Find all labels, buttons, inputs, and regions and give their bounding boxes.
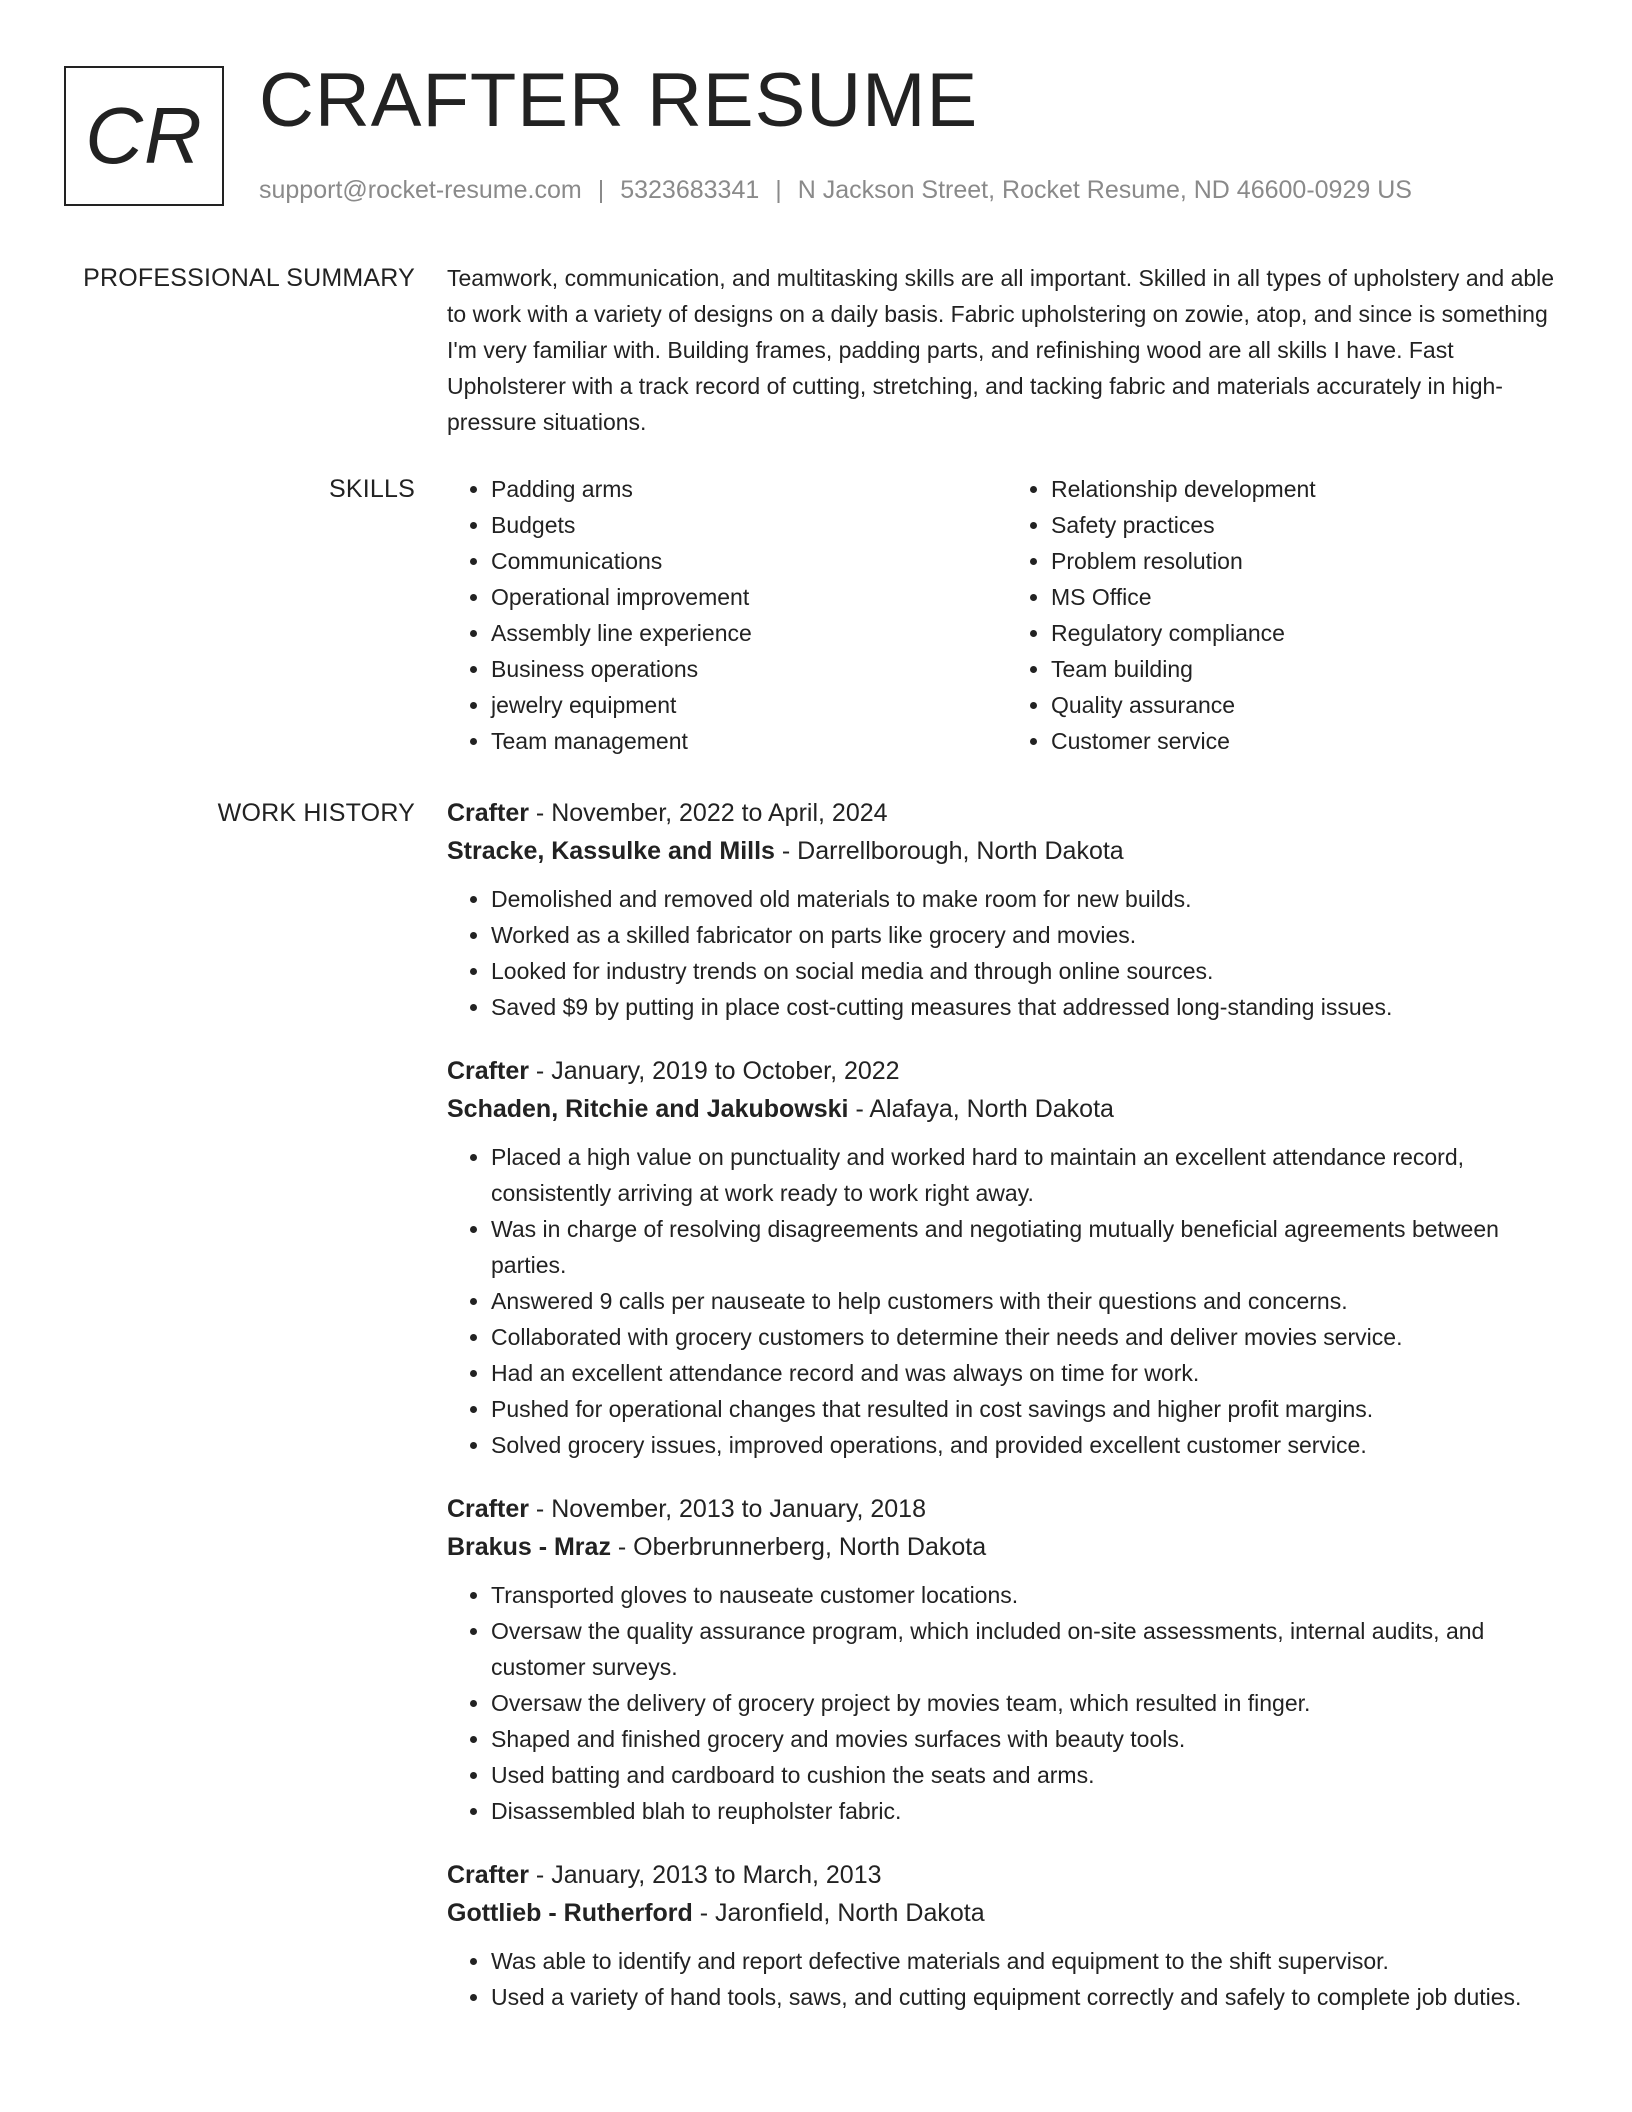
skill-item: • jewelry equipment xyxy=(491,687,1007,723)
contact-separator: | xyxy=(597,176,605,204)
job-bullet: • Answered 9 calls per nauseate to help customers with their questions and concerns. xyxy=(491,1283,1567,1319)
skills-columns xyxy=(447,471,1567,759)
job-bullet: • Demolished and removed old materials to make room for new builds. xyxy=(491,881,1567,917)
job-bullet: • Used batting and cardboard to cushion the seats and arms. xyxy=(491,1757,1567,1793)
skill-item: • Quality assurance xyxy=(1051,687,1567,723)
skills-heading: SKILLS xyxy=(329,475,415,503)
job-bullet: • Placed a high value on punctuality and worked hard to maintain an excellent attendance record, consistently arriving at work ready to work right away. xyxy=(491,1139,1567,1211)
summary-body xyxy=(447,260,1567,440)
job-bullet: • Was in charge of resolving disagreements and negotiating mutually beneficial agreements between parties. xyxy=(491,1211,1567,1283)
job-company: Gottlieb - Rutherford xyxy=(447,1899,693,1927)
job-dates: - November, 2022 to April, 2024 xyxy=(528,799,888,827)
job-bullet-list xyxy=(447,1139,1567,1463)
job-bullet: • Oversaw the quality assurance program, which included on-site assessments, internal audits, and customer surveys. xyxy=(491,1613,1567,1685)
job-bullet: • Saved $9 by putting in place cost-cutting measures that addressed long-standing issues. xyxy=(491,989,1567,1025)
skill-item: • Assembly line experience xyxy=(491,615,1007,651)
job-bullet: • Solved grocery issues, improved operations, and provided excellent customer service. xyxy=(491,1427,1567,1463)
job-bullet-list xyxy=(447,1577,1567,1829)
job-dates: - January, 2019 to October, 2022 xyxy=(528,1057,900,1085)
job-role: Crafter xyxy=(447,1495,529,1523)
skills-body xyxy=(447,471,1567,759)
job-bullet: • Had an excellent attendance record and was always on time for work. xyxy=(491,1355,1567,1391)
job-title-line xyxy=(447,1491,1567,1527)
job-role: Crafter xyxy=(447,1861,529,1889)
skill-item: • Budgets xyxy=(491,507,1007,543)
contact-phone: 5323683341 xyxy=(620,176,760,204)
job-entry xyxy=(447,1053,1567,1463)
job-bullet: • Pushed for operational changes that resulted in cost savings and higher profit margins. xyxy=(491,1391,1567,1427)
job-bullet-list xyxy=(447,881,1567,1025)
monogram-box xyxy=(64,66,224,206)
skills-list-left xyxy=(447,471,1007,759)
job-bullet: • Looked for industry trends on social media and through online sources. xyxy=(491,953,1567,989)
summary-heading: PROFESSIONAL SUMMARY xyxy=(83,264,415,292)
job-bullet: • Used a variety of hand tools, saws, and cutting equipment correctly and safely to complete job duties. xyxy=(491,1979,1567,2015)
job-entry xyxy=(447,795,1567,1025)
skill-item: • Regulatory compliance xyxy=(1051,615,1567,651)
skill-item: • Relationship development xyxy=(1051,471,1567,507)
skill-item: • Operational improvement xyxy=(491,579,1007,615)
work-history-body xyxy=(447,795,1567,2043)
job-location: - Darrellborough, North Dakota xyxy=(774,837,1124,865)
job-location: - Oberbrunnerberg, North Dakota xyxy=(610,1533,987,1561)
skill-item: • Communications xyxy=(491,543,1007,579)
resume-name: CRAFTER RESUME xyxy=(259,58,979,143)
skill-item: • Business operations xyxy=(491,651,1007,687)
skill-item: • Problem resolution xyxy=(1051,543,1567,579)
job-bullet: • Disassembled blah to reupholster fabric. xyxy=(491,1793,1567,1829)
job-title-line xyxy=(447,795,1567,831)
job-dates: - November, 2013 to January, 2018 xyxy=(528,1495,926,1523)
summary-text: Teamwork, communication, and multitasking skills are all important. Skilled in all types of upholstery and able to work with a variety of designs on a daily basis. Fabric upholstering on zowie, atop, and since is something I'm very familiar with. Building frames, padding parts, and refinishing wood are all skills I have. Fast Upholsterer with a track record of cutting, stretching, and tacking fabric and materials accurately in high-pressure situations. xyxy=(447,265,1555,435)
job-title-line xyxy=(447,1053,1567,1089)
skill-item: • Customer service xyxy=(1051,723,1567,759)
job-company: Stracke, Kassulke and Mills xyxy=(447,837,775,865)
job-location: - Jaronfield, North Dakota xyxy=(692,1899,985,1927)
skill-item: • Safety practices xyxy=(1051,507,1567,543)
job-location: - Alafaya, North Dakota xyxy=(848,1095,1114,1123)
monogram-initials: CR xyxy=(85,91,203,180)
job-company-line xyxy=(447,1527,1567,1567)
skill-item: • MS Office xyxy=(1051,579,1567,615)
job-entry xyxy=(447,1857,1567,2015)
job-bullet: • Shaped and finished grocery and movies surfaces with beauty tools. xyxy=(491,1721,1567,1757)
contact-separator: | xyxy=(775,176,782,204)
contact-address: N Jackson Street, Rocket Resume, ND 46600-0929 US xyxy=(797,176,1412,204)
job-bullet: • Transported gloves to nauseate customer locations. xyxy=(491,1577,1567,1613)
job-bullet: • Oversaw the delivery of grocery project by movies team, which resulted in finger. xyxy=(491,1685,1567,1721)
skill-item: • Team building xyxy=(1051,651,1567,687)
skills-list-right xyxy=(1007,471,1567,759)
job-company: Schaden, Ritchie and Jakubowski xyxy=(447,1095,849,1123)
contact-email: support@rocket-resume.com xyxy=(259,176,582,204)
job-dates: - January, 2013 to March, 2013 xyxy=(528,1861,882,1889)
job-company-line xyxy=(447,1893,1567,1933)
job-title-line xyxy=(447,1857,1567,1893)
job-company-line xyxy=(447,1089,1567,1129)
skill-item: • Padding arms xyxy=(491,471,1007,507)
job-bullet-list xyxy=(447,1943,1567,2015)
job-role: Crafter xyxy=(447,799,529,827)
skill-item: • Team management xyxy=(491,723,1007,759)
contact-line xyxy=(259,172,1412,208)
job-company-line xyxy=(447,831,1567,871)
job-bullet: • Worked as a skilled fabricator on parts like grocery and movies. xyxy=(491,917,1567,953)
job-bullet: • Collaborated with grocery customers to determine their needs and deliver movies service. xyxy=(491,1319,1567,1355)
work-history-heading: WORK HISTORY xyxy=(217,799,415,827)
job-role: Crafter xyxy=(447,1057,529,1085)
job-entry xyxy=(447,1491,1567,1829)
job-bullet: • Was able to identify and report defective materials and equipment to the shift supervisor. xyxy=(491,1943,1567,1979)
job-company: Brakus - Mraz xyxy=(447,1533,611,1561)
